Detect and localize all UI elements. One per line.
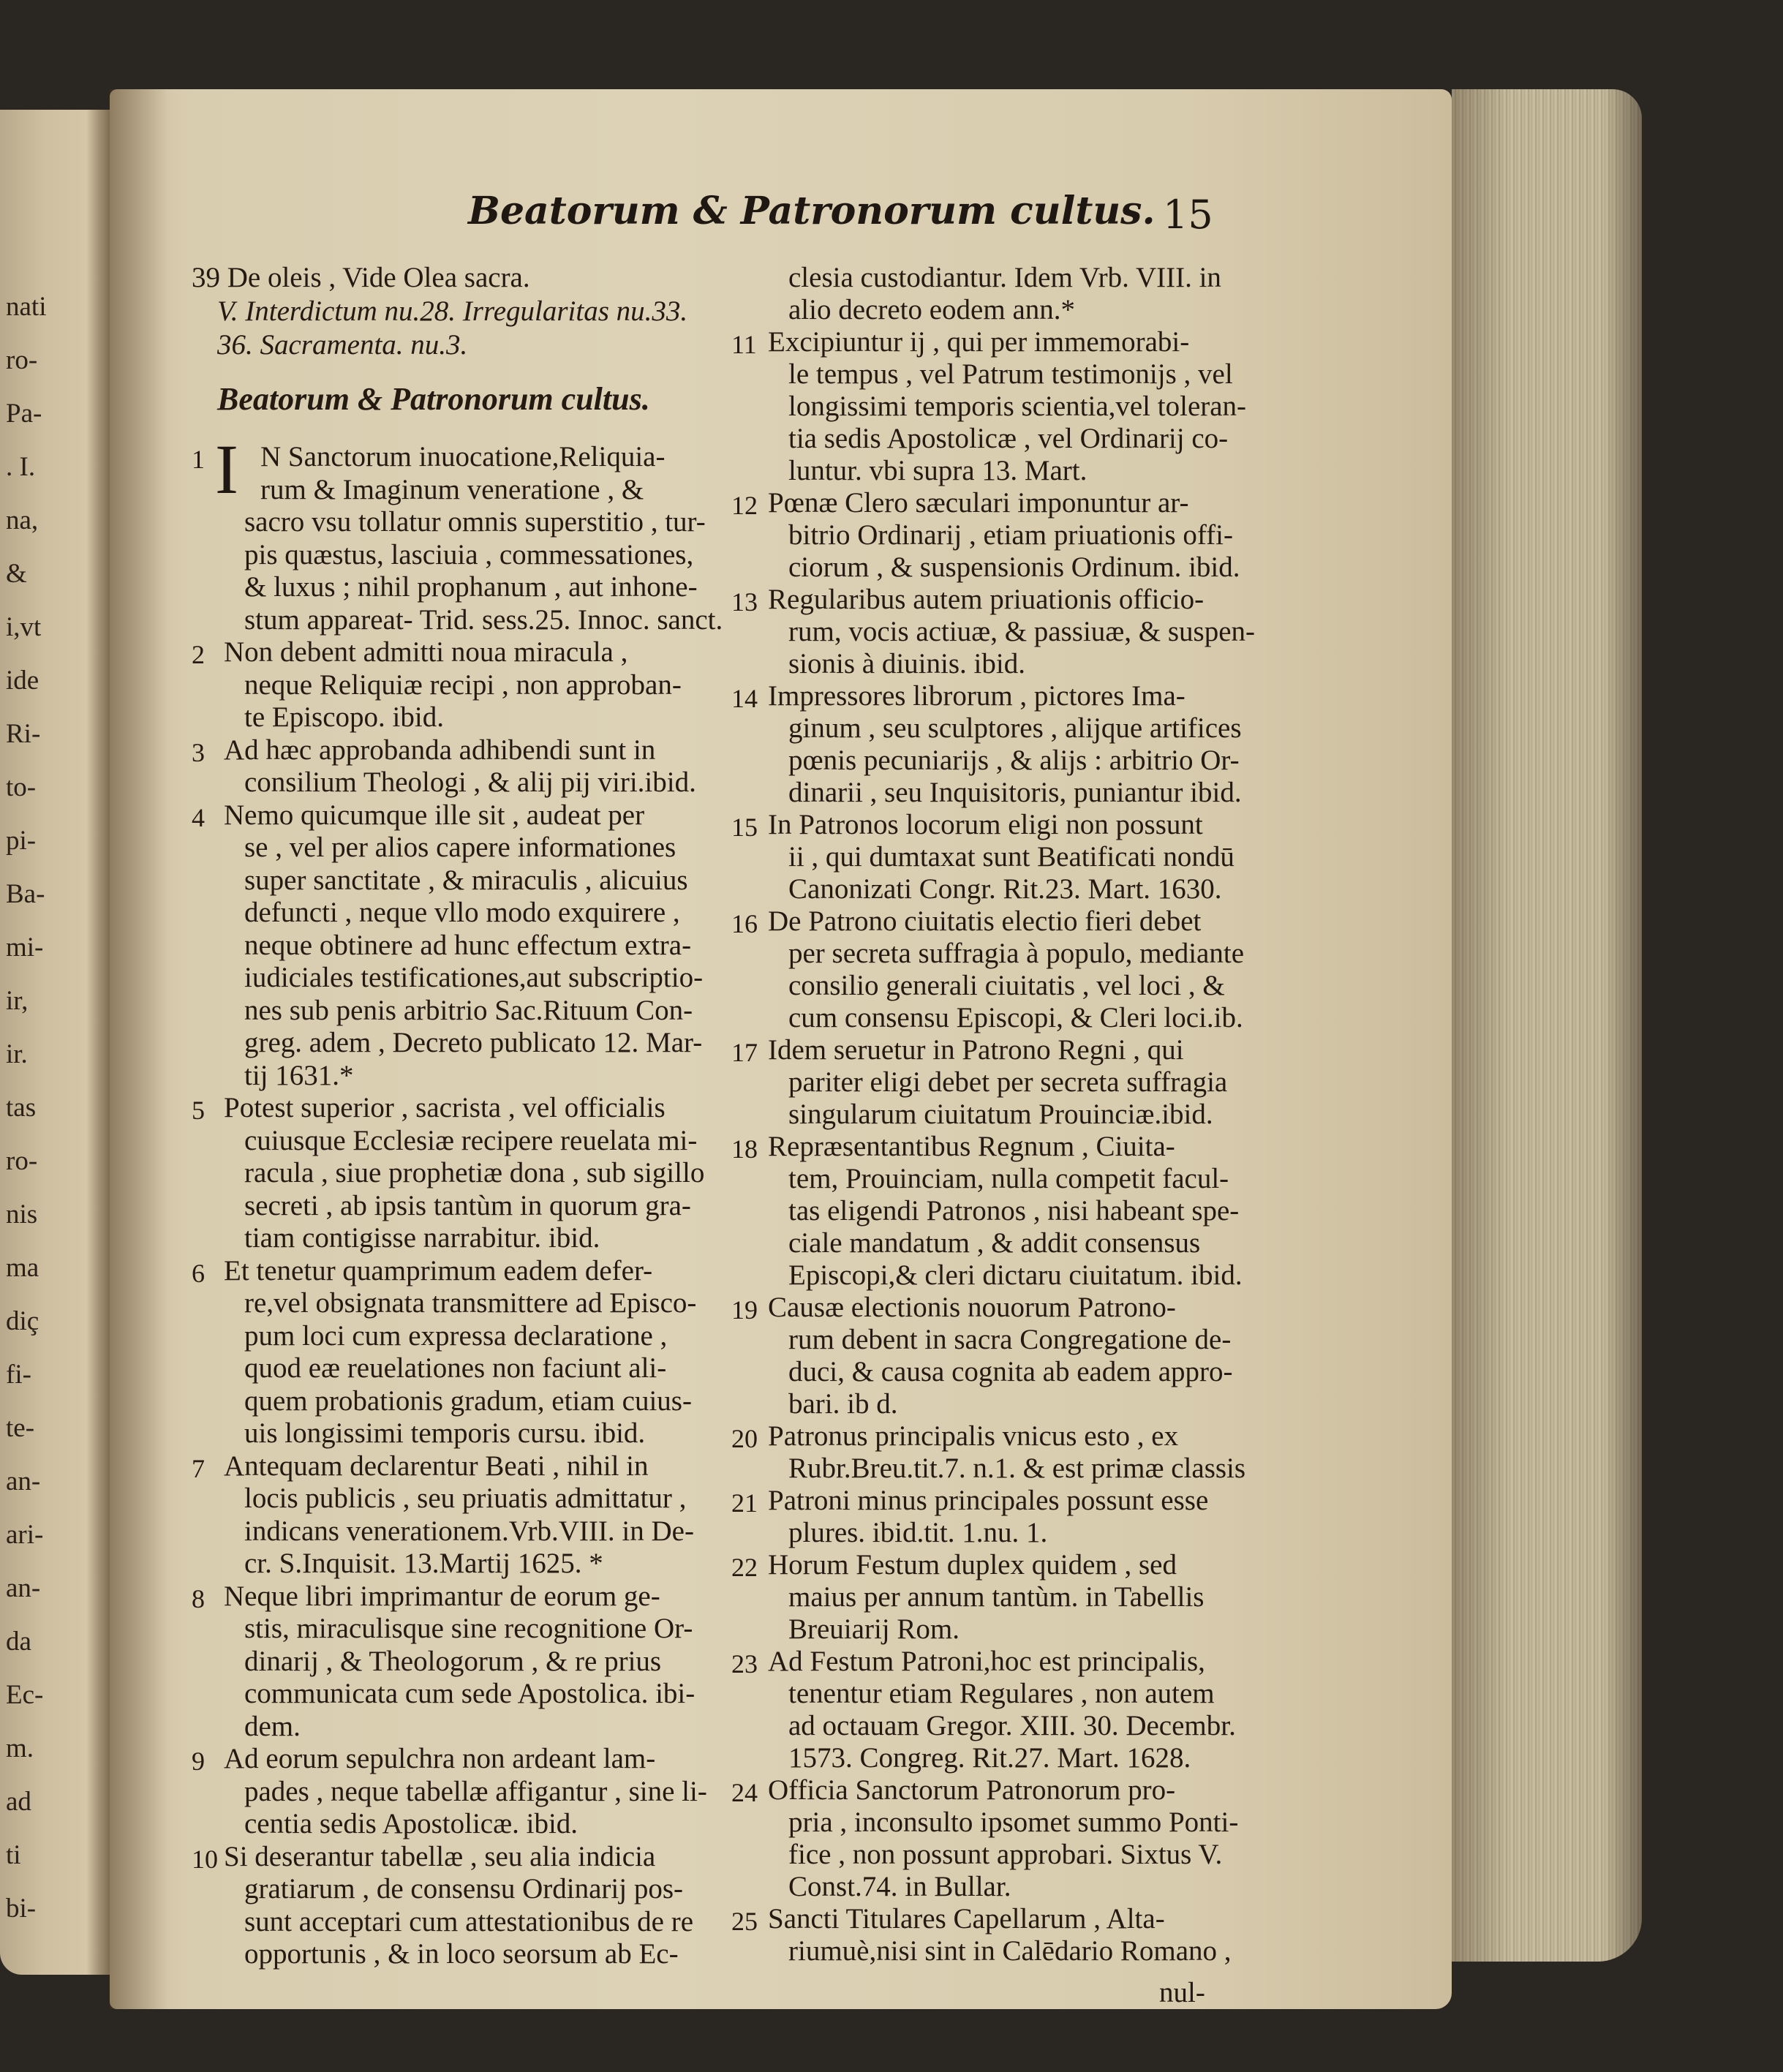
paragraph-number: 7 [192, 1453, 205, 1483]
previous-page-fragment: te- [6, 1413, 35, 1443]
text-line: ciorum , & suspensionis Ordinum. ibid. [788, 551, 1240, 583]
paragraph-number: 14 [731, 684, 758, 713]
paragraph-number: 13 [731, 587, 758, 617]
text-line: pria , inconsulto ipsomet summo Ponti- [788, 1807, 1239, 1838]
paragraph-number: 1 [192, 445, 205, 474]
text-line: neque Reliquiæ recipi , non approban- [244, 668, 682, 701]
previous-page-fragment: . I. [6, 452, 36, 482]
paragraph-number: 8 [192, 1583, 205, 1613]
text-line: pum loci cum expressa declaratione , [244, 1319, 668, 1352]
text-line: te Episcopo. ibid. [244, 701, 444, 733]
previous-page-fragment: Ec- [6, 1680, 44, 1710]
text-line: Const.74. in Bullar. [788, 1871, 1011, 1902]
text-line: Repræsentantibus Regnum , Ciuita- [768, 1131, 1175, 1162]
text-line: sionis à diuinis. ibid. [788, 648, 1025, 679]
text-line: opportunis , & in loco seorsum ab Ec- [244, 1938, 679, 1970]
previous-page-fragment: to- [6, 772, 37, 802]
previous-page-fragment: ir, [6, 986, 29, 1016]
text-line: Potest superior , sacrista , vel officialis [224, 1092, 666, 1123]
text-line: Non debent admitti noua miracula , [224, 636, 628, 668]
text-line: Ad Festum Patroni,hoc est principalis, [768, 1646, 1205, 1677]
text-line: cum consensu Episcopi, & Cleri loci.ib. [788, 1002, 1243, 1033]
text-line: N Sanctorum inuocatione,Reliquia- [260, 441, 666, 472]
previous-page-fragment: da [6, 1627, 31, 1657]
text-line: iudiciales testificationes,aut subscriptio- [244, 962, 704, 993]
text-line: tem, Prouinciam, nulla competit facul- [788, 1163, 1229, 1194]
text-line: quem probationis gradum, etiam cuius- [244, 1385, 692, 1417]
text-line: bitrio Ordinarij , etiam priuationis offi- [788, 519, 1233, 551]
text-line: stum appareat- Trid. sess.25. Innoc. sanct. [244, 603, 723, 636]
previous-page-fragment: diç [6, 1306, 39, 1336]
paragraph-number: 17 [731, 1038, 758, 1067]
paragraph-number: 3 [192, 737, 205, 767]
text-line: Causæ electionis nouorum Patrono- [768, 1292, 1176, 1323]
text-line: bari. ib d. [788, 1388, 898, 1420]
text-line: tia sedis Apostolicæ , vel Ordinarij co- [788, 423, 1229, 454]
text-line: tij 1631.* [244, 1059, 354, 1091]
previous-page-fragment: Ri- [6, 719, 41, 749]
text-line: luntur. vbi supra 13. Mart. [788, 455, 1087, 486]
text-line: uis longissimi temporis cursu. ibid. [244, 1417, 646, 1449]
text-line: communicata cum sede Apostolica. ibi- [244, 1678, 696, 1709]
text-line: dem. [244, 1710, 301, 1742]
text-line: rum, vocis actiuæ, & passiuæ, & suspen- [788, 616, 1256, 647]
paragraph-number: 5 [192, 1096, 205, 1125]
previous-page-fragment: Ba- [6, 879, 45, 909]
text-line: sacro vsu tollatur omnis superstitio , tur- [244, 506, 706, 538]
intro-line: 36. Sacramenta. nu.3. [217, 329, 468, 361]
text-line: Neque libri imprimantur de eorum ge- [224, 1580, 660, 1612]
text-line: super sanctitate , & miraculis , alicuius [244, 864, 688, 896]
text-line: racula , siue prophetiæ dona , sub sigillo [244, 1157, 705, 1188]
text-line: Nemo quicumque ille sit , audeat per [224, 799, 645, 831]
previous-page-fragment: Pa- [6, 399, 42, 429]
text-line: fice , non possunt approbari. Sixtus V. [788, 1839, 1223, 1870]
text-line: maius per annum tantùm. in Tabellis [788, 1581, 1205, 1613]
paragraph-number: 10 [192, 1844, 218, 1874]
text-line: & luxus ; nihil prophanum , aut inhone- [244, 571, 698, 603]
text-line: tiam contigisse narrabitur. ibid. [244, 1222, 600, 1254]
text-line: Excipiuntur ij , qui per immemorabi- [768, 326, 1190, 358]
text-line: In Patronos locorum eligi non possunt [768, 809, 1203, 840]
text-line: Canonizati Congr. Rit.23. Mart. 1630. [788, 873, 1222, 905]
text-line: consilium Theologi , & alij pij viri.ibid. [244, 766, 696, 798]
paragraph-number: 12 [731, 491, 758, 520]
previous-page-fragment: fi- [6, 1360, 31, 1390]
text-line: dinarij , & Theologorum , & re prius [244, 1645, 662, 1677]
text-line: consilio generali ciuitatis , vel loci , & [788, 970, 1225, 1001]
paragraph-number: 16 [731, 909, 758, 938]
previous-page-fragment: na, [6, 505, 39, 535]
text-line: nes sub penis arbitrio Sac.Rituum Con- [244, 994, 693, 1026]
text-line: De Patrono ciuitatis electio fieri debet [768, 905, 1202, 937]
text-line: ii , qui dumtaxat sunt Beatificati nondū [788, 841, 1234, 873]
text-line: duci, & causa cognita ab eadem appro- [788, 1356, 1233, 1387]
paragraph-number: 18 [731, 1134, 758, 1164]
text-line: Antequam declarentur Beati , nihil in [224, 1450, 649, 1482]
text-line: indicans venerationem.Vrb.VIII. in De- [244, 1515, 694, 1547]
text-line: Episcopi,& cleri dictaru ciuitatum. ibid. [788, 1259, 1243, 1291]
text-line: defuncti , neque vllo modo exquirere , [244, 897, 680, 928]
text-line: longissimi temporis scientia,vel toleran- [788, 391, 1247, 422]
text-line: clesia custodiantur. Idem Vrb. VIII. in [788, 262, 1221, 293]
text-line: re,vel obsignata transmittere ad Episco- [244, 1287, 697, 1319]
text-line: tas eligendi Patronos , nisi habeant spe- [788, 1195, 1240, 1227]
paragraph-number: 22 [731, 1553, 758, 1582]
paragraph-number: 19 [731, 1295, 758, 1325]
intro-line: 39 De oleis , Vide Olea sacra. [192, 262, 530, 293]
text-line: Si deserantur tabellæ , seu alia indicia [224, 1840, 656, 1872]
previous-page-fragment: nati [6, 292, 47, 322]
text-line: cuiusque Ecclesiæ recipere reuelata mi- [244, 1124, 698, 1156]
text-line: greg. adem , Decreto publicato 12. Mar- [244, 1027, 703, 1058]
previous-page-fragment: an- [6, 1573, 41, 1603]
text-line: le tempus , vel Patrum testimonijs , vel [788, 358, 1233, 390]
text-line: 1573. Congreg. Rit.27. Mart. 1628. [788, 1742, 1191, 1774]
previous-page-fragment: ro- [6, 1146, 38, 1176]
text-line: Rubr.Breu.tit.7. n.1. & est primæ classis [788, 1453, 1246, 1484]
paragraph-number: 6 [192, 1258, 205, 1288]
text-line: Sancti Titulares Capellarum , Alta- [768, 1903, 1165, 1935]
text-line: Patronus principalis vnicus esto , ex [768, 1420, 1179, 1452]
text-line: tenentur etiam Regulares , non autem [788, 1678, 1215, 1709]
text-line: pariter eligi debet per secreta suffragia [788, 1066, 1228, 1098]
text-line: Officia Sanctorum Patronorum pro- [768, 1774, 1176, 1806]
paragraph-number: 2 [192, 640, 205, 669]
text-line: centia sedis Apostolicæ. ibid. [244, 1808, 578, 1839]
text-line: Ad eorum sepulchra non ardeant lam- [224, 1743, 656, 1774]
previous-page-fragment: bi- [6, 1894, 37, 1924]
text-line: pis quæstus, lasciuia , commessationes, [244, 538, 694, 570]
text-line: Breuiarij Rom. [788, 1613, 960, 1645]
text-line: per secreta suffragia à populo, mediante [788, 938, 1245, 969]
previous-page-fragment: i,vt [6, 612, 42, 642]
page-number: 15 [1163, 192, 1213, 238]
text-line: singularum ciuitatum Prouinciæ.ibid. [788, 1099, 1213, 1130]
previous-page-fragment: pi- [6, 826, 37, 856]
paragraph-number: 20 [731, 1424, 758, 1453]
paragraph-number: 15 [731, 813, 758, 842]
previous-page-fragment: ide [6, 666, 39, 696]
paragraph-number: 9 [192, 1747, 205, 1776]
text-line: Impressores librorum , pictores Ima- [768, 680, 1185, 712]
previous-page-fragment: ari- [6, 1520, 44, 1550]
text-line: rum & Imaginum veneratione , & [260, 473, 644, 505]
previous-page-fragment: ma [6, 1253, 39, 1283]
previous-page-fragment: tas [6, 1093, 37, 1123]
text-line: Pœnæ Clero sæculari imponuntur ar- [768, 487, 1189, 519]
previous-page-fragment: ro- [6, 345, 38, 375]
text-line: secreti , ab ipsis tantùm in quorum gra- [244, 1189, 691, 1221]
paragraph-number: 11 [731, 330, 757, 359]
text-line: ad octauam Gregor. XIII. 30. Decembr. [788, 1710, 1236, 1741]
section-heading: Beatorum & Patronorum cultus. [217, 381, 650, 417]
text-line: rum debent in sacra Congregatione de- [788, 1324, 1232, 1355]
text-line: gratiarum , de consensu Ordinarij pos- [244, 1873, 684, 1905]
paragraph-number: 4 [192, 802, 205, 832]
text-line: Ad hæc approbanda adhibendi sunt in [224, 734, 656, 766]
text-line: cr. S.Inquisit. 13.Martij 1625. * [244, 1548, 603, 1579]
text-line: Et tenetur quamprimum eadem defer- [224, 1254, 653, 1286]
text-line: alio decreto eodem ann.* [788, 294, 1075, 325]
text-line: pœnis pecuniarijs , & alijs : arbitrio Or- [788, 745, 1240, 776]
text-line: neque obtinere ad hunc effectum extra- [244, 929, 692, 961]
drop-cap: I [215, 430, 238, 508]
previous-page-fragment: nis [6, 1199, 38, 1229]
intro-line: V. Interdictum nu.28. Irregularitas nu.33. [217, 295, 688, 327]
paragraph-number: 23 [731, 1649, 758, 1679]
text-line: se , vel per alios capere informationes [244, 832, 676, 863]
text-line: quod eæ reuelationes non faciunt ali- [244, 1352, 667, 1384]
previous-page-fragment: ad [6, 1787, 31, 1817]
text-line: plures. ibid.tit. 1.nu. 1. [788, 1517, 1048, 1548]
page-edges-shade [1452, 89, 1642, 1962]
running-head: Beatorum & Patronorum cultus. [468, 189, 1156, 233]
paragraph-number: 21 [731, 1488, 758, 1518]
paragraph-number: 25 [731, 1907, 758, 1936]
page-shadow [110, 89, 168, 2009]
text-line: Regularibus autem priuationis officio- [768, 584, 1205, 615]
previous-page-fragment: an- [6, 1466, 41, 1496]
previous-page-fragment: ir. [6, 1039, 28, 1069]
previous-page-fragment: & [6, 559, 27, 589]
paragraph-number: 24 [731, 1778, 758, 1807]
text-line: Horum Festum duplex quidem , sed [768, 1549, 1177, 1581]
catchword: nul- [1159, 1977, 1205, 2008]
text-line: locis publicis , seu priuatis admittatur , [244, 1483, 687, 1514]
text-line: Idem seruetur in Patrono Regni , qui [768, 1034, 1184, 1066]
text-line: dinarii , seu Inquisitoris, puniantur ibid. [788, 777, 1242, 808]
previous-page-fragment: ti [6, 1840, 21, 1870]
text-line: Patroni minus principales possunt esse [768, 1485, 1209, 1516]
text-line: riumuè,nisi sint in Calēdario Romano , [788, 1935, 1232, 1967]
text-line: ciale mandatum , & addit consensus [788, 1227, 1201, 1259]
text-line: stis, miraculisque sine recognitione Or- [244, 1613, 693, 1644]
previous-page-fragment: m. [6, 1733, 34, 1763]
text-line: ginum , seu sculptores , alijque artifices [788, 712, 1242, 744]
previous-page-fragment: mi- [6, 933, 44, 962]
text-line: sunt acceptari cum attestationibus de re [244, 1905, 694, 1937]
text-line: pades , neque tabellæ affigantur , sine li- [244, 1775, 707, 1807]
